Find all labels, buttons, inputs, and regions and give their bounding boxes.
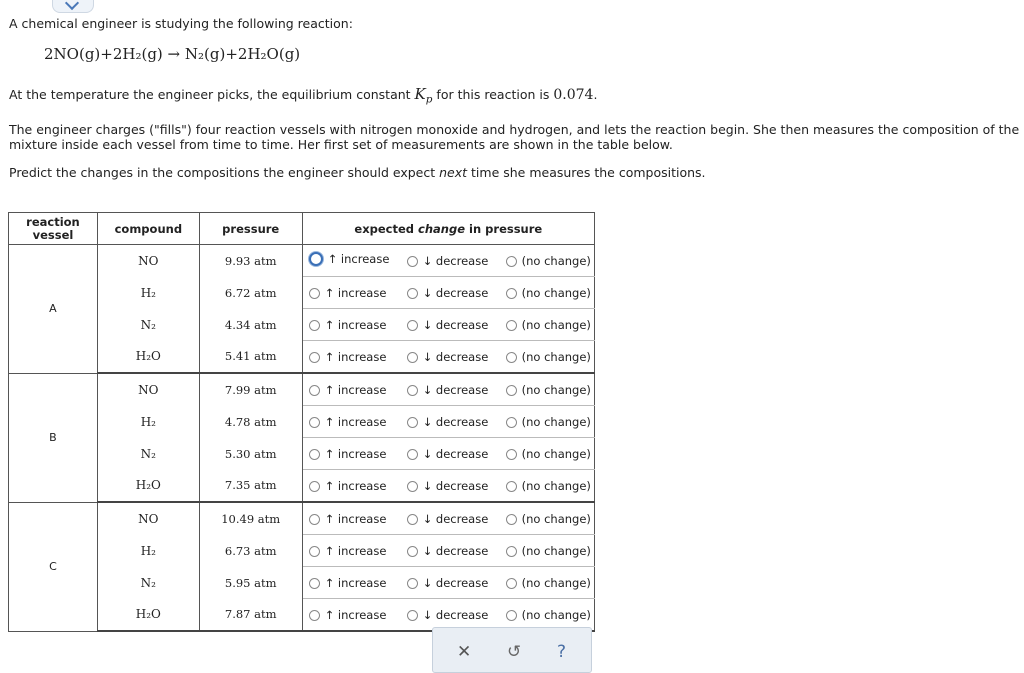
header-change: expected change in pressure xyxy=(302,213,594,245)
option-increase[interactable] xyxy=(309,383,387,397)
reaction-equation: 2NO(g)+2H₂(g) → N₂(g)+2H₂O(g) xyxy=(44,45,301,63)
option-label: ↑ increase xyxy=(324,318,387,332)
pressure-cell: 7.87 atm xyxy=(199,599,302,632)
option-increase[interactable] xyxy=(309,286,387,300)
option-label: ↑ increase xyxy=(324,383,387,397)
compound-cell: NO xyxy=(97,373,199,406)
option-label: ↓ decrease xyxy=(422,383,489,397)
option-label: ↑ increase xyxy=(324,415,387,429)
option-label: (no change) xyxy=(521,383,591,397)
option-decrease[interactable] xyxy=(407,383,489,397)
option-label: (no change) xyxy=(521,512,591,526)
pressure-cell: 7.35 atm xyxy=(199,470,302,503)
change-options xyxy=(302,567,594,599)
pressure-cell: 5.95 atm xyxy=(199,567,302,599)
radio-button[interactable] xyxy=(309,481,320,492)
option-decrease[interactable] xyxy=(407,512,489,526)
undo-icon[interactable]: ↺ xyxy=(507,642,522,662)
option-increase[interactable] xyxy=(309,479,387,493)
option-label: (no change) xyxy=(521,479,591,493)
option-increase[interactable] xyxy=(309,350,387,364)
option-no-change[interactable] xyxy=(506,576,591,590)
option-label: ↓ decrease xyxy=(422,254,489,268)
radio-button[interactable] xyxy=(407,578,418,589)
option-decrease[interactable] xyxy=(407,544,489,558)
collapse-badge[interactable] xyxy=(52,0,94,13)
kp-value: 0.074 xyxy=(553,87,594,103)
radio-button[interactable] xyxy=(506,256,517,267)
change-options xyxy=(302,406,594,438)
kp-symbol: K xyxy=(414,85,426,103)
option-label: (no change) xyxy=(521,286,591,300)
intro-text: A chemical engineer is studying the following reaction: xyxy=(9,16,353,31)
pressure-cell: 4.78 atm xyxy=(199,406,302,438)
option-no-change[interactable] xyxy=(506,350,591,364)
table-row xyxy=(9,502,595,535)
help-icon[interactable]: ? xyxy=(557,642,567,662)
compound-cell: H₂ xyxy=(97,406,199,438)
option-decrease[interactable] xyxy=(407,254,489,268)
radio-button[interactable] xyxy=(309,578,320,589)
vessel-label: B xyxy=(9,373,98,502)
option-label: ↓ decrease xyxy=(422,479,489,493)
option-label: (no change) xyxy=(521,350,591,364)
radio-button[interactable] xyxy=(407,256,418,267)
option-label: (no change) xyxy=(521,447,591,461)
radio-button[interactable] xyxy=(506,546,517,557)
radio-button[interactable] xyxy=(407,514,418,525)
option-no-change[interactable] xyxy=(506,254,591,268)
radio-button[interactable] xyxy=(309,385,320,396)
compound-cell: NO xyxy=(97,245,199,277)
option-label: ↓ decrease xyxy=(422,608,489,622)
option-label: ↓ decrease xyxy=(422,350,489,364)
option-increase[interactable] xyxy=(309,415,387,429)
radio-button[interactable] xyxy=(506,288,517,299)
kp-sentence: At the temperature the engineer picks, the equilibrium constant $K_p$ for this reaction is 0.074. xyxy=(9,85,598,106)
pressure-cell: 5.41 atm xyxy=(199,341,302,374)
option-increase[interactable] xyxy=(309,318,387,332)
compound-cell: N₂ xyxy=(97,309,199,341)
option-label: (no change) xyxy=(521,254,591,268)
option-label: ↑ increase xyxy=(324,608,387,622)
option-increase[interactable] xyxy=(309,608,387,622)
option-decrease[interactable] xyxy=(407,415,489,429)
option-label: (no change) xyxy=(521,318,591,332)
option-no-change[interactable] xyxy=(506,383,591,397)
option-increase[interactable] xyxy=(309,252,390,266)
option-label: ↑ increase xyxy=(324,576,387,590)
option-label: ↑ increase xyxy=(324,447,387,461)
option-label: ↑ increase xyxy=(324,286,387,300)
radio-button[interactable] xyxy=(309,252,323,266)
option-label: (no change) xyxy=(521,608,591,622)
radio-button[interactable] xyxy=(506,417,517,428)
pressure-cell: 10.49 atm xyxy=(199,502,302,535)
pressure-cell: 7.99 atm xyxy=(199,373,302,406)
chevron-down-icon xyxy=(65,0,79,10)
radio-button[interactable] xyxy=(309,546,320,557)
option-decrease[interactable] xyxy=(407,350,489,364)
option-no-change[interactable] xyxy=(506,415,591,429)
radio-button[interactable] xyxy=(407,288,418,299)
option-label: ↓ decrease xyxy=(422,544,489,558)
answer-controls xyxy=(432,627,592,673)
compound-cell: H₂O xyxy=(97,341,199,374)
radio-button[interactable] xyxy=(506,320,517,331)
radio-button[interactable] xyxy=(506,449,517,460)
compound-cell: N₂ xyxy=(97,438,199,470)
option-label: ↓ decrease xyxy=(422,415,489,429)
pressure-cell: 4.34 atm xyxy=(199,309,302,341)
option-no-change[interactable] xyxy=(506,447,591,461)
radio-button[interactable] xyxy=(407,449,418,460)
change-options xyxy=(302,373,594,406)
close-icon[interactable]: ✕ xyxy=(457,642,472,662)
paragraph-line-2: mixture inside each vessel from time to time. Her first set of measurements are shown in the table below. xyxy=(9,137,673,152)
radio-button[interactable] xyxy=(309,320,320,331)
option-label: ↑ increase xyxy=(324,512,387,526)
option-label: ↓ decrease xyxy=(422,512,489,526)
radio-button[interactable] xyxy=(407,610,418,621)
option-increase[interactable] xyxy=(309,447,387,461)
radio-button[interactable] xyxy=(309,288,320,299)
option-label: ↑ increase xyxy=(324,544,387,558)
paragraph-line-1: The engineer charges ("fills") four reaction vessels with nitrogen monoxide and hydrogen, and lets the reaction begin. She then measures the composition of the xyxy=(9,122,1020,137)
option-no-change[interactable] xyxy=(506,318,591,332)
option-label: ↓ decrease xyxy=(422,318,489,332)
option-no-change[interactable] xyxy=(506,479,591,493)
radio-button[interactable] xyxy=(407,385,418,396)
compound-cell: N₂ xyxy=(97,567,199,599)
change-options xyxy=(302,502,594,535)
header-pressure: pressure xyxy=(199,213,302,245)
radio-button[interactable] xyxy=(309,417,320,428)
option-decrease[interactable] xyxy=(407,576,489,590)
radio-button[interactable] xyxy=(309,514,320,525)
radio-button[interactable] xyxy=(407,352,418,363)
header-vessel: reaction vessel xyxy=(9,213,98,245)
radio-button[interactable] xyxy=(506,514,517,525)
compound-cell: H₂ xyxy=(97,277,199,309)
composition-table xyxy=(8,212,595,632)
vessel-label: A xyxy=(9,245,98,374)
compound-cell: H₂O xyxy=(97,470,199,503)
radio-button[interactable] xyxy=(407,417,418,428)
option-increase[interactable] xyxy=(309,576,387,590)
compound-cell: NO xyxy=(97,502,199,535)
option-decrease[interactable] xyxy=(407,479,489,493)
change-options xyxy=(302,470,594,503)
pressure-cell: 6.72 atm xyxy=(199,277,302,309)
change-options xyxy=(302,341,594,374)
option-decrease[interactable] xyxy=(407,318,489,332)
option-label: ↓ decrease xyxy=(422,576,489,590)
radio-button[interactable] xyxy=(407,481,418,492)
option-increase[interactable] xyxy=(309,512,387,526)
option-no-change[interactable] xyxy=(506,544,591,558)
option-label: ↓ decrease xyxy=(422,447,489,461)
option-label: ↑ increase xyxy=(324,350,387,364)
radio-button[interactable] xyxy=(309,449,320,460)
option-label: (no change) xyxy=(521,544,591,558)
radio-button[interactable] xyxy=(309,352,320,363)
radio-button[interactable] xyxy=(407,546,418,557)
radio-button[interactable] xyxy=(309,610,320,621)
vessel-label: C xyxy=(9,502,98,631)
radio-button[interactable] xyxy=(506,610,517,621)
table-row xyxy=(9,373,595,406)
change-options xyxy=(302,245,594,277)
predict-text: Predict the changes in the compositions the engineer should expect next time she measures the compositions. xyxy=(9,165,706,180)
pressure-cell: 5.30 atm xyxy=(199,438,302,470)
compound-cell: H₂ xyxy=(97,535,199,567)
radio-button[interactable] xyxy=(407,320,418,331)
option-no-change[interactable] xyxy=(506,608,591,622)
pressure-cell: 9.93 atm xyxy=(199,245,302,277)
radio-button[interactable] xyxy=(506,385,517,396)
option-no-change[interactable] xyxy=(506,286,591,300)
change-options xyxy=(302,277,594,309)
option-label: ↓ decrease xyxy=(422,286,489,300)
option-label: ↑ increase xyxy=(324,479,387,493)
table-row xyxy=(9,245,595,277)
change-options xyxy=(302,535,594,567)
radio-button[interactable] xyxy=(506,578,517,589)
compound-cell: H₂O xyxy=(97,599,199,632)
option-label: (no change) xyxy=(521,576,591,590)
radio-button[interactable] xyxy=(506,352,517,363)
option-decrease[interactable] xyxy=(407,608,489,622)
header-compound: compound xyxy=(97,213,199,245)
option-decrease[interactable] xyxy=(407,286,489,300)
option-label: ↑ increase xyxy=(327,252,390,266)
option-decrease[interactable] xyxy=(407,447,489,461)
change-options xyxy=(302,438,594,470)
change-options xyxy=(302,309,594,341)
option-increase[interactable] xyxy=(309,544,387,558)
radio-button[interactable] xyxy=(506,481,517,492)
option-label: (no change) xyxy=(521,415,591,429)
pressure-cell: 6.73 atm xyxy=(199,535,302,567)
option-no-change[interactable] xyxy=(506,512,591,526)
